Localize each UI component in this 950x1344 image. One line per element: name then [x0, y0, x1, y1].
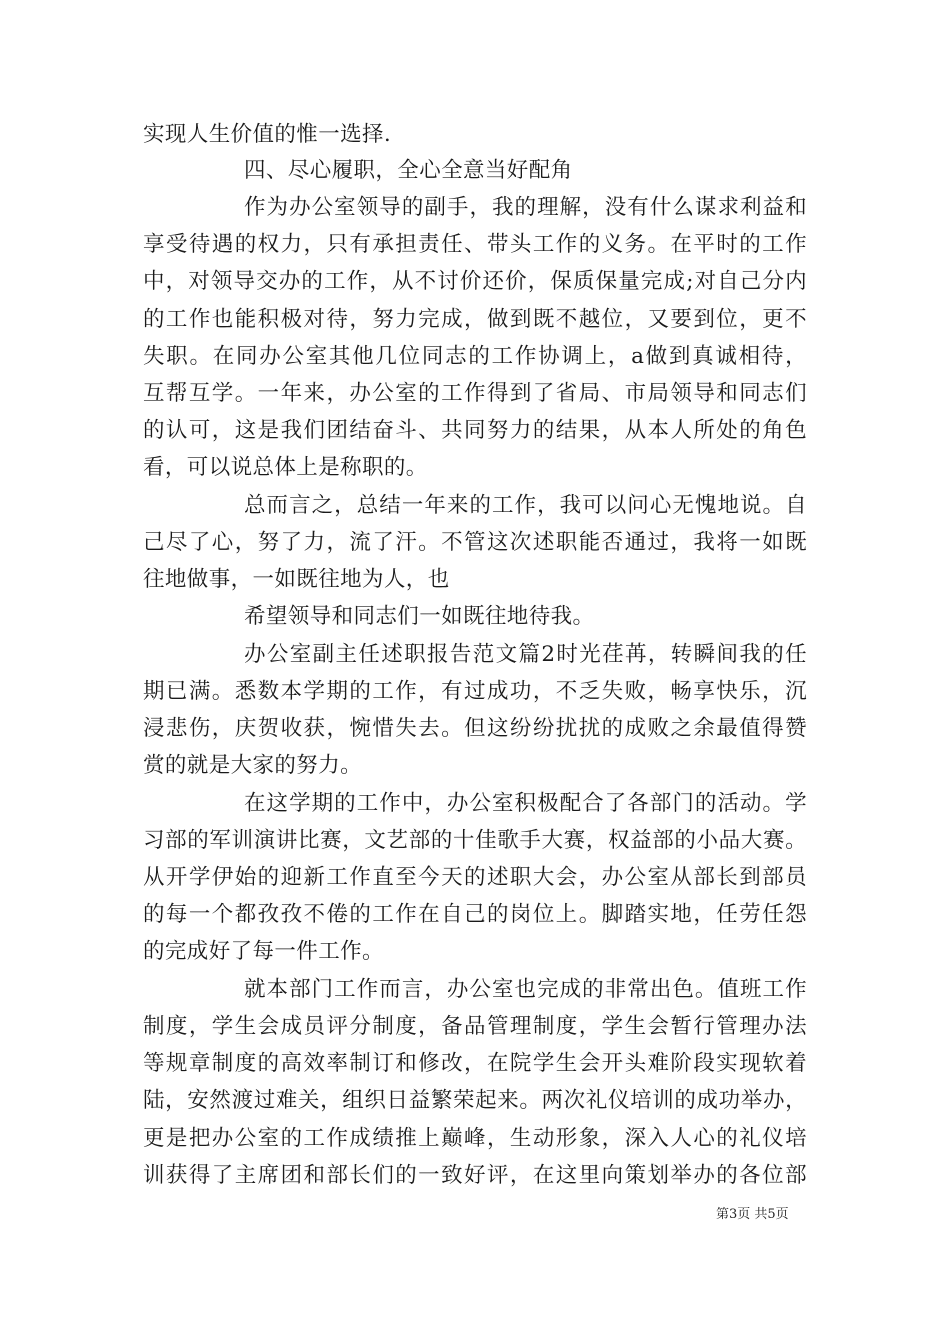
text-line: 失职。在同办公室其他几位同志的工作协调上，a做到真诚相待， — [143, 344, 807, 369]
text-line: 更是把办公室的工作成绩推上巅峰，生动形象，深入人心的礼仪培 — [143, 1126, 807, 1151]
text-line: 的每一个都孜孜不倦的工作在自己的岗位上。脚踏实地，任劳任怨 — [143, 902, 807, 927]
text-line: 从开学伊始的迎新工作直至今天的述职大会，办公室从部长到部员 — [143, 865, 807, 890]
text-line: 实现人生价值的惟一选择. — [143, 122, 392, 147]
text-line: 在这学期的工作中，办公室积极配合了各部门的活动。学 — [244, 791, 807, 816]
text-line: 中，对领导交办的工作，从不讨价还价，保质保量完成;对自己分内 — [143, 269, 807, 294]
text-line: 往地做事，一如既往地为人，也 — [143, 567, 450, 592]
text-line: 期已满。悉数本学期的工作，有过成功，不乏失败，畅享快乐，沉 — [143, 679, 807, 704]
text-line: 总而言之，总结一年来的工作，我可以问心无愧地说。自 — [244, 493, 807, 518]
page-number-footer: 第3页 共5页 — [716, 1207, 789, 1222]
text-line: 就本部门工作而言，办公室也完成的非常出色。值班工作 — [244, 977, 807, 1002]
text-line: 办公室副主任述职报告范文篇2时光荏苒，转瞬间我的任 — [244, 642, 807, 667]
text-line: 制度，学生会成员评分制度，备品管理制度，学生会暂行管理办法 — [143, 1014, 807, 1039]
text-line: 浸悲伤，庆贺收获，惋惜失去。但这纷纷扰扰的成败之余最值得赞 — [143, 716, 807, 741]
text-line: 作为办公室领导的副手，我的理解，没有什么谋求利益和 — [244, 195, 807, 220]
text-line: 习部的军训演讲比赛，文艺部的十佳歌手大赛，权益部的小品大赛。 — [143, 828, 807, 853]
section-heading: 四、尽心履职，全心全意当好配角 — [244, 158, 573, 183]
text-line: 互帮互学。一年来，办公室的工作得到了省局、市局领导和同志们 — [143, 381, 807, 406]
text-line: 等规章制度的高效率制订和修改，在院学生会开头难阶段实现软着 — [143, 1051, 807, 1076]
text-line: 享受待遇的权力，只有承担责任、带头工作的义务。在平时的工作 — [143, 232, 807, 257]
text-line: 赏的就是大家的努力。 — [143, 753, 363, 778]
text-line: 的工作也能积极对待，努力完成，做到既不越位，又要到位，更不 — [143, 307, 807, 332]
text-line: 希望领导和同志们一如既往地待我。 — [244, 604, 595, 629]
text-line: 的认可，这是我们团结奋斗、共同努力的结果，从本人所处的角色 — [143, 418, 807, 443]
text-line: 的完成好了每一件工作。 — [143, 939, 384, 964]
text-line: 陆，安然渡过难关，组织日益繁荣起来。两次礼仪培训的成功举办， — [143, 1088, 807, 1113]
text-line: 看，可以说总体上是称职的。 — [143, 455, 428, 480]
text-line: 训获得了主席团和部长们的一致好评，在这里向策划举办的各位部 — [143, 1163, 807, 1188]
text-line: 己尽了心，努了力，流了汗。不管这次述职能否通过，我将一如既 — [143, 530, 807, 555]
